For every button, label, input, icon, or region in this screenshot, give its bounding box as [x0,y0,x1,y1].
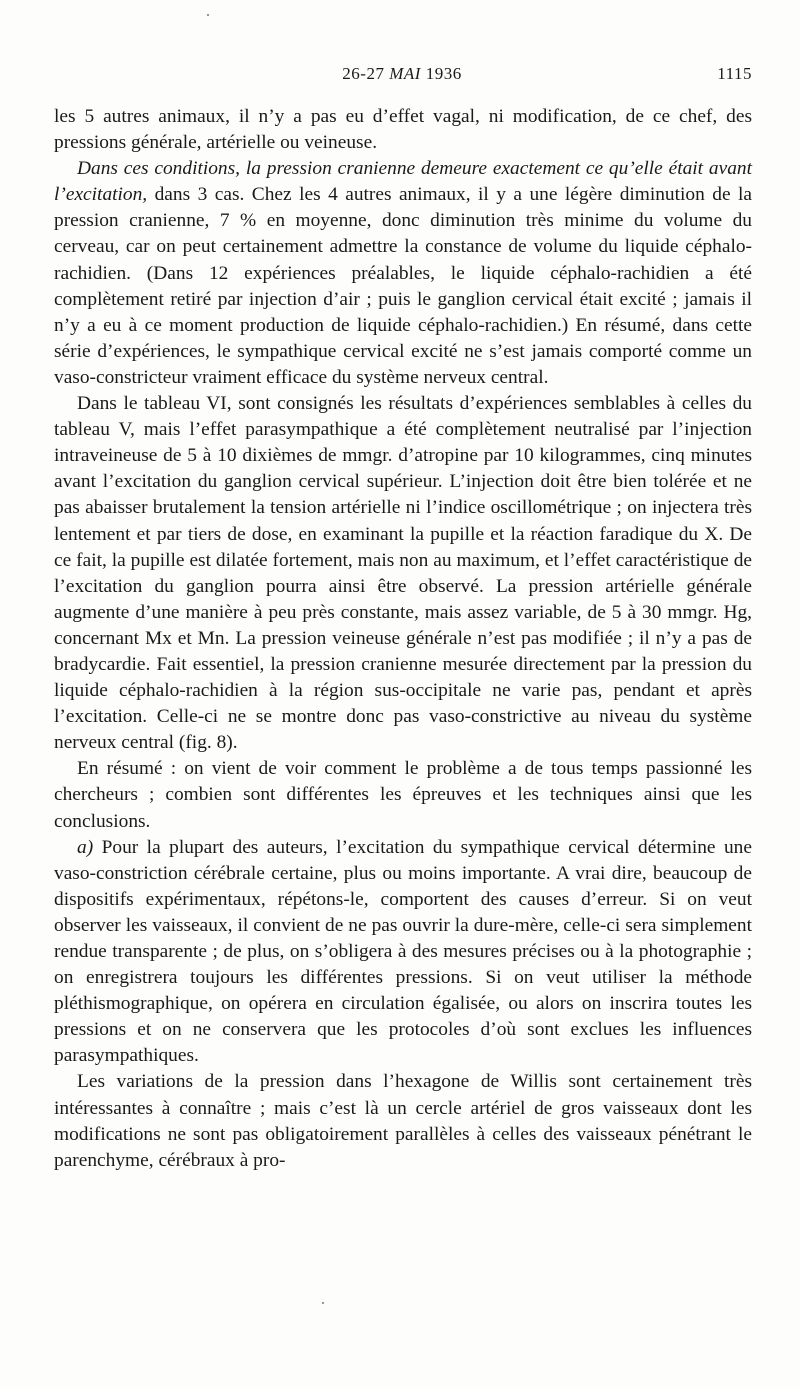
paragraph-text: dans 3 cas. Chez les 4 autres animaux, il y a une légère diminution de la pression cranienne, 7 % en moyenne, donc diminution très minime du volume du cerveau, car on peut certainement admettre la constance de volume du liquide céphalo-rachidien. (Dans 12 expériences préalables, le liquide céphalo-rachidien a été complètement retiré par injection d’air ; puis le ganglion cervical était excité ; jamais il n’y a eu à ce moment production de liquide céphalo-rachidien.) En résumé, dans cette série d’expériences, le sympathique cervical excité ne s’est jamais comporté comme un vaso-constricteur vraiment efficace du système nerveux central. [54,184,752,388]
paper-speck [322,1302,324,1304]
paragraph-4 [54,756,752,834]
paragraph-3 [54,391,752,756]
paragraph-italic-lead: Dans ces conditions, la pression cranienne demeure exactement ce qu’elle était avant l’excitation, [54,158,752,206]
header-date [50,64,754,84]
header-date-prefix: 26-27 [342,64,390,83]
header-date-month: MAI [389,64,421,83]
paragraph-italic-lead: a) [77,836,94,858]
paragraph-text: Les variations de la pression dans l’hexagone de Willis sont certainement très intéressantes à connaître ; mais c’est là un cercle artériel de gros vaisseaux dont les modifications ne sont pas obligatoirement parallèles à celles des vaisseaux pénétrant le parenchyme, cérébraux à pro- [54,1071,752,1171]
paper-speck [207,14,209,16]
paragraph-1 [54,104,752,156]
paragraph-6 [54,1069,752,1173]
paragraph-text: les 5 autres animaux, il n’y a pas eu d’effet vagal, ni modification, de ce chef, des pressions générale, artérielle ou veineuse. [54,106,752,154]
body-text [54,104,752,1174]
running-header [50,64,754,86]
paragraph-text: Pour la plupart des auteurs, l’excitation du sympathique cervical détermine une vaso-constriction cérébrale certaine, plus ou moins importante. A vrai dire, beaucoup de dispositifs expérimentaux, répétons-le, comportent des causes d’erreur. Si on veut observer les vaisseaux, il convient de ne pas ouvrir la dure-mère, celle-ci sera simplement rendue transparente ; de plus, on s’obligera à des mesures précises ou à la photographie ; on enregistrera toujours les différentes pressions. Si on veut utiliser la méthode pléthismographique, on opérera en circulation égalisée, ou alors on inscrira toutes les pressions et on ne conservera que les protocoles d’où sont exclues les influences parasympathiques. [54,836,752,1067]
paragraph-text: Dans le tableau VI, sont consignés les résultats d’expériences semblables à celles du tableau V, mais l’effet parasympathique a été complètement neutralisé par l’injection intraveineuse de 5 à 10 dixièmes de mmgr. d’atropine par 10 kilogrammes, cinq minutes avant l’excitation du ganglion cervical supérieur. L’injection doit être bien tolérée et ne pas abaisser brutalement la tension artérielle ni l’indice oscillométrique ; on injectera très lentement et par tiers de dose, en examinant la pupille et la réaction faradique du X. De ce fait, la pupille est dilatée fortement, mais non au maximum, et l’effet caractéristique de l’excitation du ganglion pourra ainsi être observé. La pression artérielle générale augmente d’une manière à peu près constante, mais assez variable, de 5 à 30 mmgr. Hg, concernant Mx et Mn. La pression veineuse générale n’est pas modifiée ; il n’y a pas de bradycardie. Fait essentiel, la pression cranienne mesurée directement par la pression du liquide céphalo-rachidien à la région sus-occipitale ne varie pas, pendant et après l’excitation. Celle-ci ne se montre donc pas vaso-constrictive au niveau du système nerveux central (fig. 8). [54,393,752,754]
header-date-year: 1936 [420,64,462,83]
page-number: 1115 [717,64,752,83]
paragraph-5 [54,835,752,1070]
paragraph-text: En résumé : on vient de voir comment le problème a de tous temps passionné les chercheurs ; combien sont différentes les épreuves et les techniques ainsi que les conclusions. [54,758,752,832]
paragraph-2 [54,156,752,391]
